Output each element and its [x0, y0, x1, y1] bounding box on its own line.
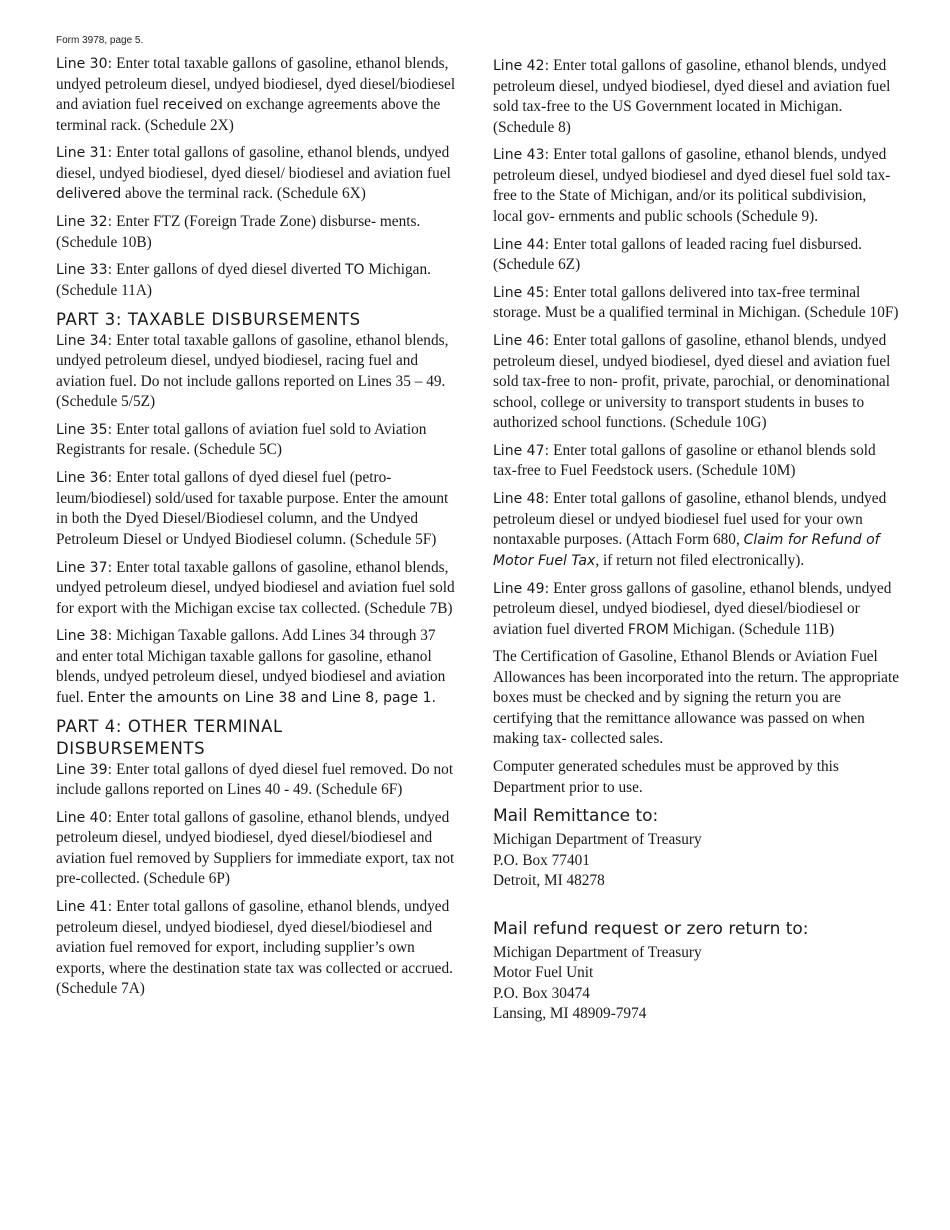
address-line: Motor Fuel Unit: [493, 964, 594, 982]
address-line: Lansing, MI 48909-7974: [493, 1005, 647, 1023]
right-column: [493, 56, 899, 1025]
line-48-label: Line 48:: [493, 491, 550, 508]
line-33-text: Enter gallons of dyed diesel diverted: [112, 261, 345, 279]
line-49-label: Line 49:: [493, 580, 550, 597]
line-32-text: Enter FTZ (Foreign Trade Zone) disburse- ments. (Schedule 10B): [56, 213, 421, 251]
line-30-emphasis: received: [162, 97, 223, 113]
line-49-instruction: [493, 579, 899, 641]
line-40-text: Enter total gallons of gasoline, ethanol blends, undyed petroleum diesel, undyed biodiesel, dyed diesel/biodiesel and aviation fuel removed by Suppliers for immediate export, tax not pre-collected. (Schedule 6P): [56, 808, 455, 888]
line-40-label: Line 40:: [56, 809, 113, 826]
line-30-label: Line 30:: [56, 56, 113, 72]
line-47-label: Line 47:: [493, 442, 550, 459]
line-44-label: Line 44:: [493, 236, 550, 253]
line-30-text-end: on exchange agreements above the terminal rack. (Schedule 2X): [56, 96, 441, 134]
line-35-text: Enter total gallons of aviation fuel sold to Aviation Registrants for resale. (Schedule 5C): [56, 420, 427, 459]
line-38-label: Line 38:: [56, 628, 113, 645]
line-34-text: Enter total taxable gallons of gasoline, ethanol blends, undyed petroleum diesel, undyed biodiesel, racing fuel and aviation fuel. Do not include gallons reported on Lines 35 – 49. (Schedule 5/5Z): [56, 331, 449, 411]
address-line: P.O. Box 30474: [493, 984, 590, 1002]
line-39-label: Line 39:: [56, 761, 113, 778]
line-35-instruction: [56, 420, 460, 461]
part-3-heading: PART 3: TAXABLE DISBURSEMENTS: [56, 309, 361, 329]
line-48-text-end: , if return not filed electronically).: [595, 551, 805, 569]
line-49-emphasis: FROM: [627, 621, 669, 638]
line-40-instruction: [56, 808, 460, 890]
address-line: Detroit, MI 48278: [493, 872, 605, 890]
line-49-text-end: Michigan. (Schedule 11B): [668, 620, 835, 638]
line-32-label: Line 32:: [56, 214, 113, 231]
line-30-text: Enter total taxable gallons of gasoline, ethanol blends, undyed petroleum diesel, undyed biodiesel, dyed diesel/biodiesel and aviation fuel: [56, 55, 456, 113]
form-680-title: Claim for Refund of Motor Fuel Tax: [493, 532, 880, 569]
line-41-text: Enter total gallons of gasoline, ethanol blends, undyed petroleum diesel, undyed biodiesel, dyed diesel/biodiesel and aviation fuel removed for export, including supplier’s own exports, where the destination state tax was collected or accrued. (Schedule 7A): [56, 898, 453, 998]
line-36-text: Enter total gallons of dyed diesel fuel (petro- leum/biodiesel) sold/used for taxable purpose. Enter the amount in both the Dyed Diesel/Biodiesel column, and the Undyed Petroleum Diesel or Undyed Biodiesel column. (Schedule 5F): [56, 469, 449, 548]
line-48-text: Enter total gallons of gasoline, ethanol blends, undyed petroleum diesel or undyed biodiesel fuel used for your own nontaxable purposes. (Attach Form 680,: [493, 490, 887, 549]
line-45-label: Line 45:: [493, 284, 550, 301]
line-31-text: Enter total gallons of gasoline, ethanol blends, undyed diesel, undyed biodiesel, dyed diesel/ biodiesel and aviation fuel: [56, 144, 451, 182]
line-44-text: Enter total gallons of leaded racing fuel disbursed. (Schedule 6Z): [493, 235, 862, 274]
address-line: Michigan Department of Treasury: [493, 943, 702, 961]
line-36-instruction: [56, 468, 460, 550]
line-31-label: Line 31:: [56, 145, 113, 162]
mail-remittance-heading: Mail Remittance to:: [493, 806, 659, 827]
line-38-instruction: [56, 626, 460, 708]
mail-refund-heading: Mail refund request or zero return to:: [493, 918, 809, 939]
line-41-label: Line 41:: [56, 899, 113, 916]
certification-note: The Certification of Gasoline, Ethanol Blends or Aviation Fuel Allowances has been incorporated into the return. The appropriate boxes must be checked and by signing the return you are certifying that the remittance allowance was passed on when making tax- collected sales.: [493, 648, 900, 748]
line-31-instruction: [56, 143, 460, 205]
line-44-instruction: [493, 235, 899, 276]
line-31-emphasis: delivered: [56, 186, 122, 203]
line-47-text: Enter total gallons of gasoline or ethanol blends sold tax-free to Fuel Feedstock users. (Schedule 10M): [493, 441, 876, 480]
line-43-text: Enter total gallons of gasoline, ethanol blends, undyed petroleum diesel, undyed biodiesel and dyed diesel fuel sold tax-free to the State of Michigan, and/or its political subdivision, local gov- ernments and public schools (Schedule 9).: [493, 146, 891, 225]
line-33-instruction: [56, 260, 460, 301]
line-34-label: Line 34:: [56, 332, 113, 349]
line-37-instruction: [56, 558, 460, 620]
line-45-instruction: [493, 283, 899, 324]
line-43-instruction: [493, 145, 899, 227]
part-4-heading: PART 4: OTHER TERMINAL DISBURSEMENTS: [56, 716, 283, 758]
line-38-text: Michigan Taxable gallons. Add Lines 34 through 37 and enter total Michigan taxable gallons for gasoline, ethanol blends, undyed petroleum diesel, undyed biodiesel and aviation fuel.: [56, 627, 446, 706]
line-45-text: Enter total gallons delivered into tax-free terminal storage. Must be a qualified terminal in Michigan. (Schedule 10F): [493, 283, 899, 322]
line-46-text: Enter total gallons of gasoline, ethanol blends, undyed petroleum diesel, undyed biodiesel, dyed diesel and aviation fuel sold tax-free to non- profit, private, parochial, or denominational school, college or university to transport students in buses to authorized school functions. (Schedule 10G): [493, 332, 891, 432]
line-37-label: Line 37:: [56, 559, 113, 576]
left-column: [56, 54, 460, 1007]
line-49-text: Enter gross gallons of gasoline, ethanol blends, undyed petroleum diesel, undyed biodiesel, dyed diesel/biodiesel or aviation fuel diverted: [493, 579, 892, 638]
line-38-emphasis: Enter the amounts on Line 38 and Line 8, page 1.: [87, 689, 436, 706]
line-41-instruction: [56, 897, 460, 1000]
line-42-label: Line 42:: [493, 58, 550, 74]
remittance-address: [493, 830, 899, 892]
line-46-instruction: [493, 331, 899, 434]
line-33-emphasis: TO: [345, 262, 365, 279]
line-47-instruction: [493, 441, 899, 482]
line-31-text-end: above the terminal rack. (Schedule 6X): [121, 185, 366, 203]
line-36-label: Line 36:: [56, 470, 113, 487]
computer-schedules-note: Computer generated schedules must be approved by this Department prior to use.: [493, 758, 839, 796]
line-30-instruction: [56, 54, 460, 136]
line-37-text: Enter total taxable gallons of gasoline, ethanol blends, undyed petroleum diesel, undyed biodiesel and aviation fuel sold for export with the Michigan excise tax collected. (Schedule 7B): [56, 558, 455, 617]
line-42-instruction: [493, 56, 899, 138]
line-48-instruction: [493, 489, 899, 571]
line-43-label: Line 43:: [493, 147, 550, 164]
line-33-text-end: Michigan. (Schedule 11A): [56, 261, 431, 299]
refund-address: [493, 943, 899, 1025]
line-33-label: Line 33:: [56, 262, 113, 279]
line-34-instruction: [56, 331, 460, 413]
line-42-text: Enter total gallons of gasoline, ethanol blends, undyed petroleum diesel, undyed biodiesel, dyed diesel and aviation fuel sold tax-free to the US Government located in Michigan. (Schedule 8): [493, 57, 891, 136]
page-label: Form 3978, page 5.: [56, 35, 144, 46]
line-32-instruction: [56, 212, 460, 253]
line-39-instruction: [56, 760, 460, 801]
address-line: P.O. Box 77401: [493, 851, 590, 869]
line-39-text: Enter total gallons of dyed diesel fuel removed. Do not include gallons reported on Lines 40 - 49. (Schedule 6F): [56, 760, 454, 799]
line-35-label: Line 35:: [56, 421, 113, 438]
line-46-label: Line 46:: [493, 333, 550, 350]
address-line: Michigan Department of Treasury: [493, 831, 702, 849]
